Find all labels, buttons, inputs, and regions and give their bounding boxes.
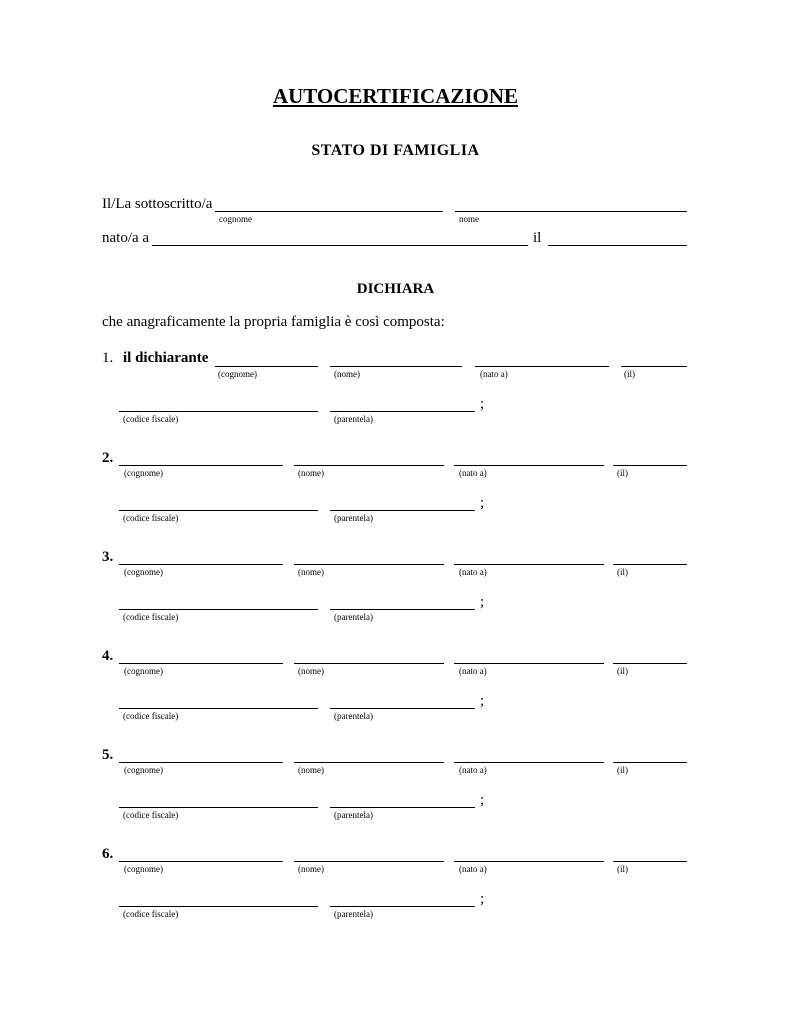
nome-caption: (nome)	[334, 369, 360, 379]
cognome-caption: (cognome)	[218, 369, 257, 379]
member-tax-code-field[interactable]	[119, 411, 318, 412]
cognome-caption: (cognome)	[124, 666, 163, 676]
nato-a-caption: (nato a)	[459, 765, 487, 775]
nome-caption: (nome)	[298, 765, 324, 775]
nome-caption: (nome)	[298, 567, 324, 577]
member-birthdate-field[interactable]	[613, 762, 687, 763]
member-tax-code-field[interactable]	[119, 906, 318, 907]
semicolon: ;	[480, 495, 485, 511]
member-birthplace-field[interactable]	[454, 465, 604, 466]
member-birthdate-field[interactable]	[613, 663, 687, 664]
nato-a-caption: (nato a)	[459, 468, 487, 478]
codice-fiscale-caption: (codice fiscale)	[123, 612, 179, 622]
signer-nome-field[interactable]	[455, 211, 687, 212]
nome-caption: (nome)	[298, 864, 324, 874]
il-caption: (il)	[624, 369, 635, 379]
member-number: 2.	[102, 450, 114, 466]
document-subtitle: STATO DI FAMIGLIA	[311, 142, 480, 159]
member-birthdate-field[interactable]	[613, 465, 687, 466]
member-nome-field[interactable]	[294, 861, 444, 862]
born-label: nato/a a	[102, 230, 150, 246]
member-relationship-field[interactable]	[330, 708, 475, 709]
il-caption: (il)	[617, 765, 628, 775]
member-tax-code-field[interactable]	[119, 708, 318, 709]
member-birthdate-field[interactable]	[613, 861, 687, 862]
birthplace-field[interactable]	[152, 245, 528, 246]
signer-cognome-field[interactable]	[215, 211, 443, 212]
member-label: il dichiarante	[123, 350, 209, 366]
member-birthplace-field[interactable]	[454, 564, 604, 565]
nato-a-caption: (nato a)	[459, 567, 487, 577]
member-birthplace-field[interactable]	[454, 762, 604, 763]
il-caption: (il)	[617, 666, 628, 676]
member-relationship-field[interactable]	[330, 906, 475, 907]
semicolon: ;	[480, 891, 485, 907]
semicolon: ;	[480, 396, 485, 412]
member-nome-field[interactable]	[294, 663, 444, 664]
parentela-caption: (parentela)	[334, 513, 373, 523]
member-nome-field[interactable]	[294, 762, 444, 763]
member-birthplace-field[interactable]	[475, 366, 609, 367]
parentela-caption: (parentela)	[334, 612, 373, 622]
member-nome-field[interactable]	[294, 465, 444, 466]
declares-heading: DICHIARA	[356, 281, 435, 297]
member-birthplace-field[interactable]	[454, 861, 604, 862]
codice-fiscale-caption: (codice fiscale)	[123, 711, 179, 721]
member-tax-code-field[interactable]	[119, 807, 318, 808]
member-birthdate-field[interactable]	[613, 564, 687, 565]
nato-a-caption: (nato a)	[459, 666, 487, 676]
member-cognome-field[interactable]	[119, 564, 283, 565]
parentela-caption: (parentela)	[334, 711, 373, 721]
il-caption: (il)	[617, 864, 628, 874]
member-relationship-field[interactable]	[330, 411, 475, 412]
member-relationship-field[interactable]	[330, 807, 475, 808]
member-number: 5.	[102, 747, 114, 763]
parentela-caption: (parentela)	[334, 909, 373, 919]
cognome-caption: (cognome)	[124, 468, 163, 478]
member-relationship-field[interactable]	[330, 609, 475, 610]
member-number: 3.	[102, 549, 114, 565]
member-cognome-field[interactable]	[119, 861, 283, 862]
semicolon: ;	[480, 792, 485, 808]
member-cognome-field[interactable]	[215, 366, 318, 367]
member-cognome-field[interactable]	[119, 465, 283, 466]
semicolon: ;	[480, 693, 485, 709]
birthdate-field[interactable]	[548, 245, 687, 246]
member-relationship-field[interactable]	[330, 510, 475, 511]
member-tax-code-field[interactable]	[119, 609, 318, 610]
signer-cognome-caption: cognome	[219, 214, 252, 224]
il-caption: (il)	[617, 567, 628, 577]
intro-text: che anagraficamente la propria famiglia è così composta:	[102, 314, 445, 330]
nome-caption: (nome)	[298, 468, 324, 478]
parentela-caption: (parentela)	[334, 810, 373, 820]
document-title: AUTOCERTIFICAZIONE	[272, 84, 519, 108]
codice-fiscale-caption: (codice fiscale)	[123, 513, 179, 523]
codice-fiscale-caption: (codice fiscale)	[123, 414, 179, 424]
member-number: 6.	[102, 846, 114, 862]
member-nome-field[interactable]	[294, 564, 444, 565]
cognome-caption: (cognome)	[124, 864, 163, 874]
semicolon: ;	[480, 594, 485, 610]
nato-a-caption: (nato a)	[480, 369, 508, 379]
cognome-caption: (cognome)	[124, 567, 163, 577]
il-caption: (il)	[617, 468, 628, 478]
member-birthdate-field[interactable]	[621, 366, 687, 367]
member-tax-code-field[interactable]	[119, 510, 318, 511]
member-cognome-field[interactable]	[119, 663, 283, 664]
member-birthplace-field[interactable]	[454, 663, 604, 664]
nome-caption: (nome)	[298, 666, 324, 676]
codice-fiscale-caption: (codice fiscale)	[123, 909, 179, 919]
nato-a-caption: (nato a)	[459, 864, 487, 874]
codice-fiscale-caption: (codice fiscale)	[123, 810, 179, 820]
cognome-caption: (cognome)	[124, 765, 163, 775]
member-cognome-field[interactable]	[119, 762, 283, 763]
member-number: 4.	[102, 648, 114, 664]
member-number: 1.	[102, 350, 114, 366]
signer-nome-caption: nome	[459, 214, 479, 224]
parentela-caption: (parentela)	[334, 414, 373, 424]
birthdate-label: il	[533, 230, 542, 246]
member-nome-field[interactable]	[330, 366, 462, 367]
signer-label: Il/La sottoscritto/a	[102, 196, 213, 212]
